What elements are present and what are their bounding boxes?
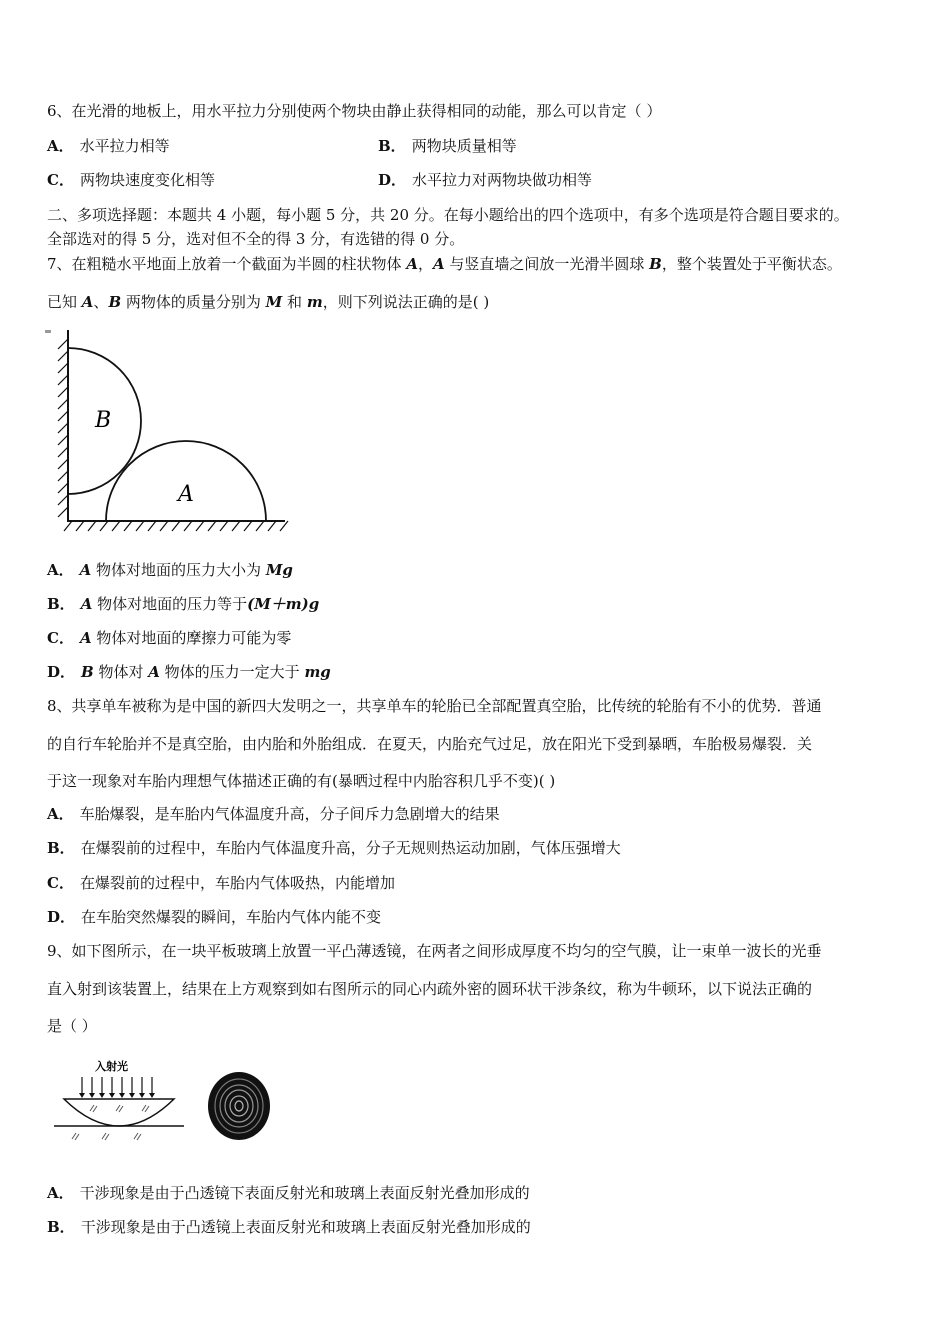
text: ， (417, 255, 433, 273)
var: m (306, 293, 323, 311)
incident-light-arrows (82, 1077, 152, 1095)
q7-stem-line1 (47, 254, 842, 274)
var: Mg (265, 561, 293, 579)
option-text: 物体对地面的压力大小为 (91, 561, 266, 579)
q9-stem-line2: 直入射到该装置上，结果在上方观察到如右图所示的同心内疏外密的圆环状干涉条纹，称为牛顿环，以下说法正确的 (47, 980, 813, 998)
option-label: D． (47, 908, 76, 926)
var: A (406, 255, 418, 273)
q8-option-a (47, 804, 500, 824)
var: mg (304, 663, 331, 681)
label-b: B (95, 408, 112, 433)
var: M (265, 293, 283, 311)
option-label: D． (378, 171, 407, 189)
var: A (81, 293, 94, 311)
text: 、 (93, 293, 109, 311)
incident-light-label: 入射光 (95, 1060, 128, 1073)
option-label: C． (47, 171, 74, 189)
option-text: 水平拉力对两物块做功相等 (412, 171, 593, 189)
option-text: 干涉现象是由于凸透镜上表面反射光和玻璃上表面反射光叠加形成的 (80, 1218, 531, 1236)
option-text: 在爆裂前的过程中，车胎内气体吸热，内能增加 (79, 874, 395, 892)
q7-option-b (47, 594, 319, 614)
wall-hatching (58, 339, 68, 517)
q6-option-a (47, 136, 170, 156)
var: A (80, 595, 93, 613)
plano-convex-lens (64, 1099, 174, 1126)
option-text: 物体对地面的压力等于 (92, 595, 248, 613)
option-label: B． (47, 595, 75, 613)
text: 已知 (47, 293, 82, 311)
option-label: A． (47, 137, 74, 155)
option-text: 车胎爆裂，是车胎内气体温度升高，分子间斥力急剧增大的结果 (79, 805, 500, 823)
q7-option-c (47, 628, 291, 648)
var: B (649, 255, 662, 273)
text: 和 (282, 293, 307, 311)
option-label: B． (47, 1218, 75, 1236)
q9-option-a (47, 1183, 530, 1203)
q6-stem: 6、在光滑的地板上，用水平拉力分别使两个物块由静止获得相同的动能，那么可以肯定（ ） (47, 102, 662, 120)
option-label: A． (47, 805, 74, 823)
var: A (79, 629, 92, 647)
q6-option-c (47, 170, 215, 190)
q9-lens-figure (50, 1055, 190, 1150)
text: ，整个装置处于平衡状态。 (661, 255, 842, 273)
var: B (81, 663, 94, 681)
option-text: 物体对地面的摩擦力可能为零 (91, 629, 292, 647)
ground-hatching (64, 521, 288, 531)
option-label: A． (47, 1184, 74, 1202)
option-text: 物体的压力一定大于 (159, 663, 305, 681)
q8-option-c (47, 873, 395, 893)
option-label: B． (47, 839, 75, 857)
q7-option-d (47, 662, 331, 682)
q9-stem-line1: 9、如下图所示，在一块平板玻璃上放置一平凸薄透镜，在两者之间形成厚度不均匀的空气膜，让一束单一波长的光垂 (47, 942, 822, 960)
var: A (432, 255, 445, 273)
option-label: B． (378, 137, 406, 155)
option-text: 在车胎突然爆裂的瞬间，车胎内气体内能不变 (81, 908, 382, 926)
option-label: C． (47, 629, 74, 647)
option-label: C． (47, 874, 74, 892)
text: 7、在粗糙水平地面上放着一个截面为半圆的柱状物体 (47, 255, 407, 273)
q7-option-a (47, 560, 293, 580)
q9-option-b (47, 1217, 531, 1237)
text: 两物体的质量分别为 (121, 293, 266, 311)
newton-rings-figure (206, 1070, 272, 1142)
option-text: 水平拉力相等 (79, 137, 170, 155)
object-a-semicircle (106, 441, 266, 521)
q8-option-d (47, 907, 381, 927)
var: A (148, 663, 160, 681)
option-text: 两物块速度变化相等 (79, 171, 215, 189)
section2-heading-cont: 全部选对的得 5 分，选对但不全的得 3 分，有选错的得 0 分。 (47, 230, 465, 248)
option-text: 两物块质量相等 (411, 137, 517, 155)
q8-stem-line1: 8、共享单车被称为是中国的新四大发明之一，共享单车的轮胎已全部配置真空胎，比传统的轮胎有不小的优势．普通 (47, 697, 822, 715)
var: B (108, 293, 122, 311)
section2-heading: 二、多项选择题：本题共 4 小题，每小题 5 分，共 20 分。在每小题给出的四个选项中，有多个选项是符合题目要求的。 (47, 206, 849, 224)
label-a: A (178, 482, 194, 507)
option-label: A． (47, 561, 74, 579)
option-text: 在爆裂前的过程中，车胎内气体温度升高，分子无规则热运动加剧，气体压强增大 (80, 839, 621, 857)
option-text: 干涉现象是由于凸透镜下表面反射光和玻璃上表面反射光叠加形成的 (79, 1184, 530, 1202)
q8-stem-line3: 于这一现象对车胎内理想气体描述正确的有(暴晒过程中内胎容积几乎不变)( ) (47, 772, 556, 790)
var: (M＋m)g (247, 595, 320, 613)
q7-stem-line2 (47, 292, 489, 312)
q6-option-b (378, 136, 517, 156)
text: 与竖直墙之间放一光滑半圆球 (444, 255, 650, 273)
option-text: 物体对 (93, 663, 149, 681)
option-label: D． (47, 663, 76, 681)
text: ，则下列说法正确的是( ) (322, 293, 490, 311)
q6-option-d (378, 170, 592, 190)
var: A (79, 561, 92, 579)
q7-figure (40, 325, 295, 540)
q8-option-b (47, 838, 621, 858)
q8-stem-line2: 的自行车轮胎并不是真空胎，由内胎和外胎组成．在夏天，内胎充气过足，放在阳光下受到暴晒，车胎极易爆裂．关 (47, 735, 813, 753)
q9-stem-line3: 是（ ） (47, 1017, 97, 1035)
